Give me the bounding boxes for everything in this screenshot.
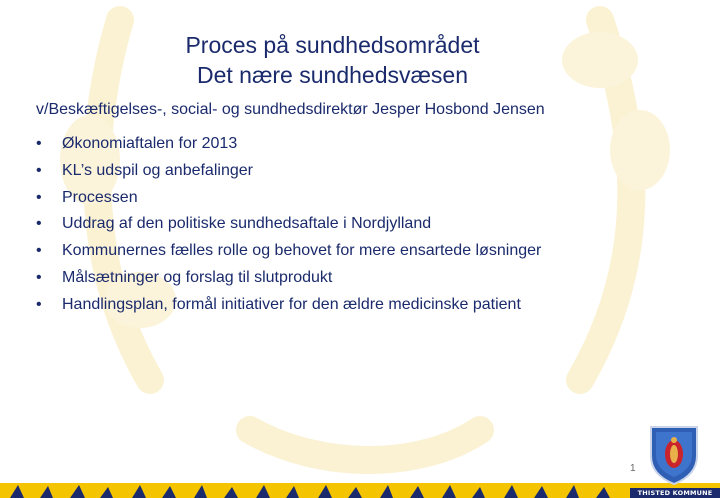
bullet-item (36, 211, 541, 238)
bullet-dot: • (36, 215, 42, 233)
bullet-dot: • (36, 295, 42, 313)
bullet-text: Handlingsplan, formål initiativer for den ældre medicinske patient (62, 295, 521, 313)
footer-pattern-icon (0, 483, 720, 498)
bullet-text: Uddrag af den politiske sundhedsaftale i Nordjylland (62, 215, 432, 233)
bullet-dot: • (36, 188, 42, 206)
bullet-dot: • (36, 268, 42, 286)
page-number: 1 (630, 463, 636, 474)
bullet-item (36, 185, 541, 212)
title-line-2: Det nære sundhedsvæsen (196, 62, 469, 88)
title-line-1: Proces på sundhedsområdet (185, 32, 480, 58)
brand-name: THISTED KOMMUNE (630, 488, 720, 498)
bullet-dot: • (36, 135, 42, 152)
bullet-item (36, 158, 541, 185)
bullet-item (36, 131, 541, 158)
slide-subtitle: v/Beskæftigelses-, social- og sundhedsdirektør Jesper Hosbond Jensen (36, 101, 545, 118)
slide-title (0, 30, 665, 90)
bullet-text: Processen (62, 188, 138, 206)
bullet-dot: • (36, 242, 42, 260)
thisted-crest-icon (648, 424, 700, 486)
footer-band (0, 483, 720, 498)
bullet-item (36, 265, 541, 292)
bullet-text: Kommunernes fælles rolle og behovet for mere ensartede løsninger (62, 242, 542, 260)
bullet-list (36, 131, 541, 319)
bullet-text: Målsætninger og forslag til slutprodukt (62, 268, 333, 286)
bullet-text: KL’s udspil og anbefalinger (62, 161, 253, 179)
bullet-item (36, 292, 541, 319)
bullet-dot: • (36, 161, 42, 179)
bullet-item (36, 238, 541, 265)
bullet-text: Økonomiaftalen for 2013 (62, 135, 238, 152)
